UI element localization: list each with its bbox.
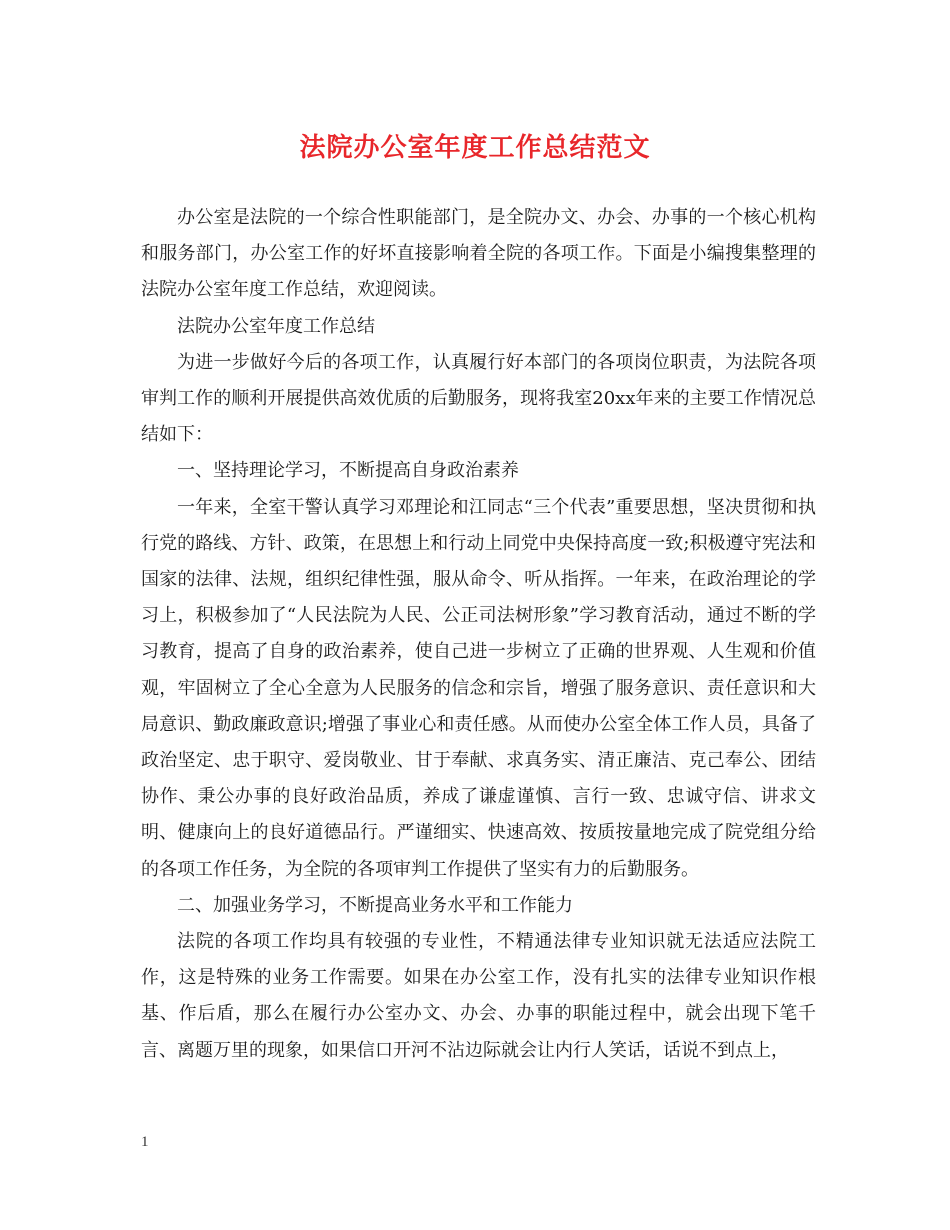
document-title: 法院办公室年度工作总结范文 (299, 133, 651, 163)
subtitle-paragraph: 法院办公室年度工作总结 (177, 315, 375, 337)
section-heading-1: 一、坚持理论学习，不断提高自身政治素养 (177, 460, 519, 482)
section-2-paragraph: 法院的各项工作均具有较强的专业性，不精通法律专业知识就无法适应法院工作，这是特殊的业务工作需要。如果在办公室工作，没有扎实的法律专业知识作根基、作后盾，那么在履行办公室办文、办会、办事的职能过程中，就会出现下笔千言、离题万里的现象，如果信口开河不沾边际就会让内行人笑话，话说不到点上， (141, 931, 816, 1061)
page-number: 1 (141, 1134, 149, 1150)
intro-paragraph: 办公室是法院的一个综合性职能部门，是全院办文、办会、办事的一个核心机构和服务部门，办公室工作的好坏直接影响着全院的各项工作。下面是小编搜集整理的法院办公室年度工作总结，欢迎阅读。 (141, 207, 816, 301)
section-1-paragraph: 一年来，全室干警认真学习邓理论和江同志“三个代表”重要思想，坚决贯彻和执行党的路线、方针、政策，在思想上和行动上同党中央保持高度一致;积极遵守宪法和国家的法律、法规，组织纪律性强，服从命令、听从指挥。一年来，在政治理论的学习上，积极参加了“人民法院为人民、公正司法树形象”学习教育活动，通过不断的学习教育，提高了自身的政治素养，使自己进一步树立了正确的世界观、人生观和价值观，牢固树立了全心全意为人民服务的信念和宗旨，增强了服务意识、责任意识和大局意识、勤政廉政意识;增强了事业心和责任感。从而使办公室全体工作人员，具备了政治坚定、忠于职守、爱岗敬业、甘于奉献、求真务实、清正廉洁、克己奉公、团结协作、秉公办事的良好政治品质，养成了谦虚谨慎、言行一致、忠诚守信、讲求文明、健康向上的良好道德品行。严谨细实、快速高效、按质按量地完成了院党组分给的各项工作任务，为全院的各项审判工作提供了坚实有力的后勤服务。 (141, 496, 816, 880)
section-heading-2: 二、加强业务学习，不断提高业务水平和工作能力 (177, 894, 573, 916)
summary-intro-paragraph: 为进一步做好今后的各项工作，认真履行好本部门的各项岗位职责，为法院各项审判工作的顺利开展提供高效优质的后勤服务，现将我室20xx年来的主要工作情况总结如下： (141, 351, 816, 446)
document-body (141, 200, 816, 1069)
